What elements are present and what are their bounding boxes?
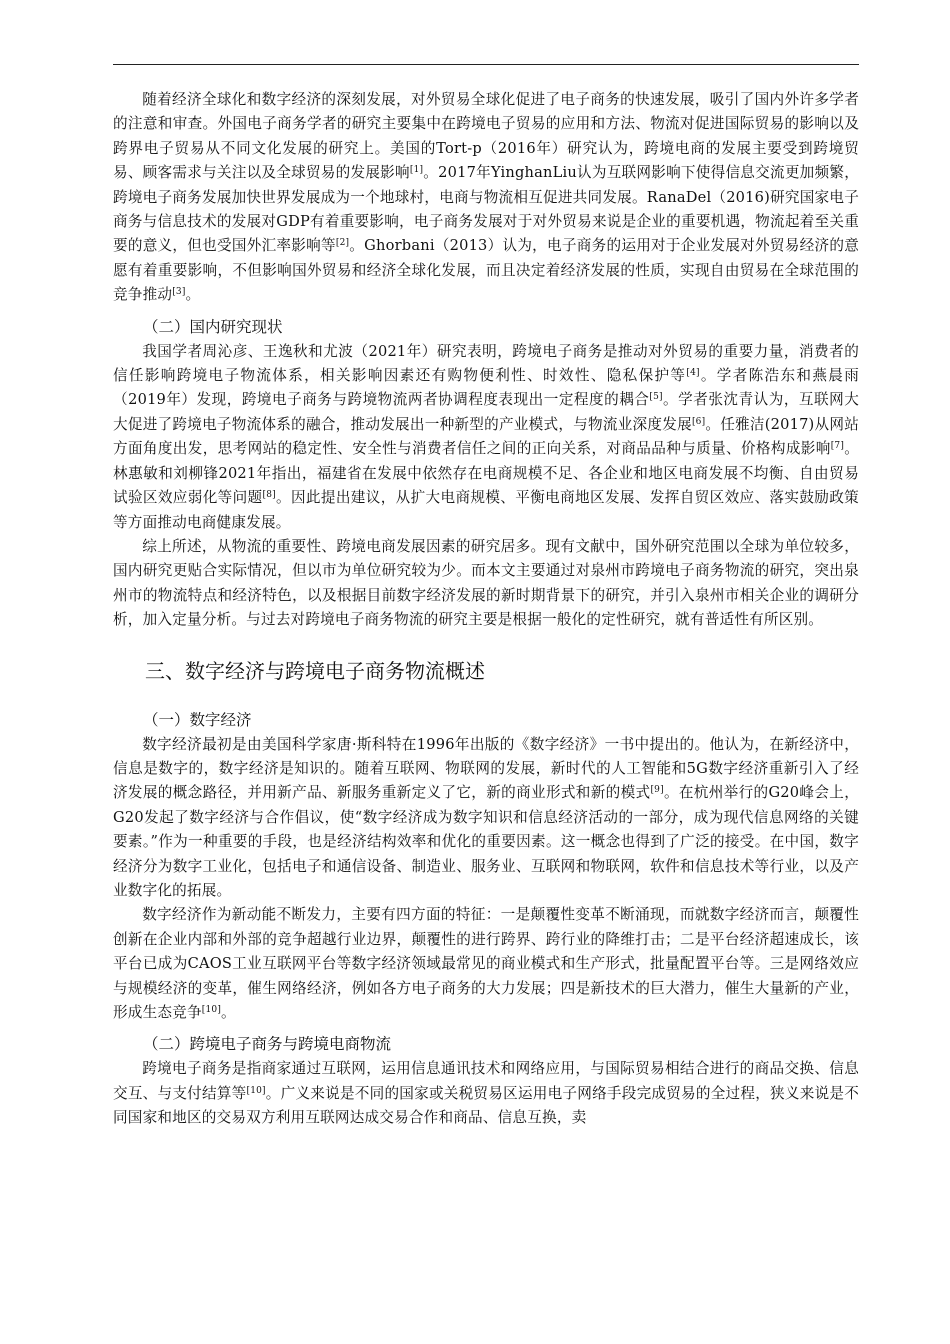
section-heading-3: 三、数字经济与跨境电子商务物流概述 xyxy=(145,658,485,683)
paragraph-digital-features xyxy=(113,903,859,1025)
citation: [5] xyxy=(649,392,663,403)
text-run: 。任雅洁(2017)从网站方面角度出发，思考网站的稳定性、安全性与消费者信任之间的正向关系，对商品品种与质量、价格构成影响 xyxy=(113,415,859,458)
paragraph-foreign-research xyxy=(113,88,859,308)
citation: [4] xyxy=(686,368,700,379)
text-run: 。学者张沈青认为，互联网大大促进了跨境电子物流体系的融合，推动发展出一种新型的产业模式，与物流业深度发展 xyxy=(113,391,859,433)
page-content xyxy=(113,88,859,1131)
text-run: 。林惠敏和刘柳锋2021年指出，福建省在发展中依然存在电商规模不足、各企业和地区电商发展不均衡、自由贸易试验区效应弱化等问题 xyxy=(113,440,859,507)
citation: [3] xyxy=(172,287,186,298)
text-run: 。广义来说是不同的国家或关税贸易区运用电子网络手段完成贸易的全过程，狭义来说是不同国家和地区的交易双方利用互联网达成交易合作和商品、信息互换，卖 xyxy=(113,1084,859,1127)
paragraph-digital-economy xyxy=(113,733,859,904)
citation: [10] xyxy=(246,1085,266,1096)
heading-cross-border: （二）跨境电子商务与跨境电商物流 xyxy=(143,1035,392,1054)
text-run: 。在杭州举行的G20峰会上，G20发起了数字经济与合作倡议，使“数字经济成为数字知识和信息经济活动的一部分，成为现代信息网络的关键要素。”作为一种重要的手段，也是经济结构效率和优化的重要因素。这一概念也得到了广泛的接受。在中国，数字经济分为数字工业化，包括电子和通信设备、制造业、服务业、互联网和物联网，软件和信息技术等行业，以及产业数字化的拓展。 xyxy=(113,784,859,899)
paragraph-summary: 综上所述，从物流的重要性、跨境电商发展因素的研究居多。现有文献中，国外研究范围以全球为单位较多，国内研究更贴合实际情况，但以市为单位研究较为少。而本文主要通过对泉州市跨境电子商务物流的研究，突出泉州市的物流特点和经济特色，以及根据目前数字经济发展的新时期背景下的研究，并引入泉州市相关企业的调研分析，加入定量分析。与过去对跨境电子商务物流的研究主要是根据一般化的定性研究，就有普适性有所区别。 xyxy=(113,537,859,629)
header-rule xyxy=(113,64,859,65)
text-run: 。 xyxy=(221,1004,236,1021)
text-run: 。因此提出建议，从扩大电商规模、平衡电商地区发展、发挥自贸区效应、落实鼓励政策等方面推动电商健康发展。 xyxy=(113,489,859,531)
text-run: 。 xyxy=(185,286,201,304)
citation: [10] xyxy=(201,1005,222,1015)
text-run: 随着经济全球化和数字经济的深刻发展，对外贸易全球化促进了电子商务的快速发展，吸引了国内外许多学者的注意和审查。外国电子商务学者的研究主要集中在跨境电子贸易的应用和方法、物流对促进国际贸易的影响以及跨界电子贸易从不同文化发展的研究上。美国的Tort-p（2016年）研究认为，跨境电商的发展主要受到跨境贸易、顾客需求与关注以及全球贸易的发展影响 xyxy=(113,91,859,182)
citation: [9] xyxy=(650,785,664,796)
citation: [8] xyxy=(262,490,276,501)
citation: [6] xyxy=(691,416,706,427)
text-run: 数字经济作为新动能不断发力，主要有四方面的特征：一是颠覆性变革不断涌现，而就数字经济而言，颠覆性创新在企业内部和外部的竞争超越行业边界，颠覆性的进行跨界、跨行业的降维打击；二是平台经济超速成长，该平台已成为CAOS工业互联网平台等数字经济领域最常见的商业模式和生产形式，批量配置平台等。三是网络效应与规模经济的变革，催生网络经济，例如各方电子商务的大力发展；四是新技术的巨大潜力，催生大量新的产业，形成生态竞争 xyxy=(113,906,859,1021)
paragraph-domestic-research xyxy=(113,340,859,535)
text-run: 。学者陈浩东和燕晨雨（2019年）发现，跨境电子商务与跨境物流两者协调程度表现出一定程度的耦合 xyxy=(113,367,859,409)
text-run: 我国学者周沁彦、王逸秋和尤波（2021年）研究表明，跨境电子商务是推动对外贸易的重要力量，消费者的信任影响跨境电子物流体系，相关影响因素还有购物便利性、时效性、隐私保护等 xyxy=(113,342,859,385)
citation: [2] xyxy=(335,238,350,249)
heading-domestic-research: （二）国内研究现状 xyxy=(143,317,283,336)
citation: [7] xyxy=(830,441,845,452)
heading-digital-economy: （一）数字经济 xyxy=(143,710,252,729)
text-run: 。2017年YinghanLiu认为互联网影响下使得信息交流更加频繁，跨境电子商务发展加快世界发展成为一个地球村，电商与物流相互促进共同发展。RanaDel（2016)研究国家电子商务与信息技术的发展对GDP有着重要影响，电子商务发展对于对外贸易来说是企业的重要机遇，物流起着至关重要的意义，但也受国外汇率影响等 xyxy=(113,164,859,255)
citation: [1] xyxy=(409,165,424,176)
text-run: 。Ghorbani（2013）认为，电子商务的运用对于企业发展对外贸易经济的意愿有着重要影响，不但影响国外贸易和经济全球化发展，而且决定着经济发展的性质，实现自由贸易在全球范围的竞争推动 xyxy=(113,237,859,304)
text-run: 跨境电子商务是指商家通过互联网，运用信息通讯技术和网络应用，与国际贸易相结合进行的商品交换、信息交互、与支付结算等 xyxy=(113,1060,859,1102)
text-run: 数字经济最初是由美国科学家唐·斯科特在1996年出版的《数字经济》一书中提出的。他认为，在新经济中，信息是数字的，数字经济是知识的。随着互联网、物联网的发展，新时代的人工智能和5G数字经济重新引入了经济发展的概念路径，并用新产品、新服务重新定义了它，新的商业形式和新的模式 xyxy=(113,735,859,802)
paragraph-cross-border xyxy=(113,1057,859,1130)
